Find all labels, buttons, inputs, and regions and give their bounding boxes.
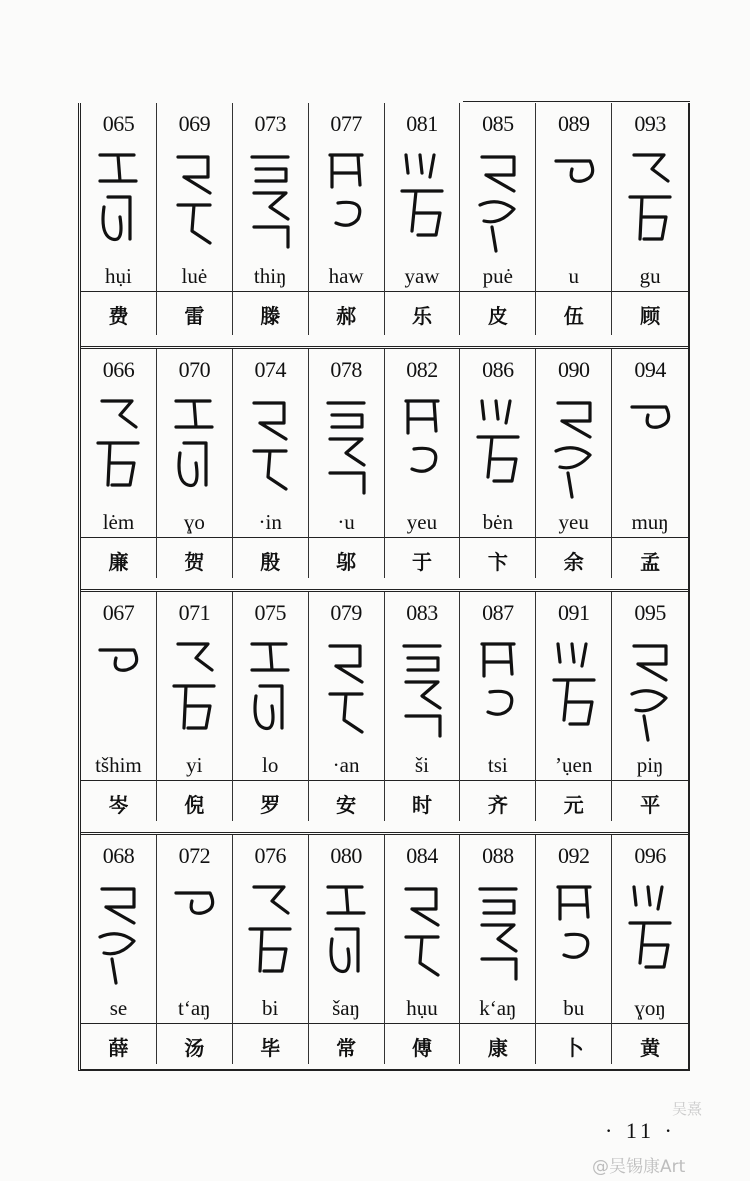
entry-number: 065 — [102, 111, 135, 136]
phags-pa-glyph — [242, 147, 298, 257]
chinese-surname: 傅 — [411, 1036, 432, 1060]
entry-number: 093 — [634, 111, 666, 136]
chinese-surname: 康 — [487, 1036, 508, 1060]
table-cell — [81, 103, 157, 335]
entry-number: 077 — [330, 111, 362, 136]
phags-pa-glyph — [470, 147, 526, 257]
table-cell — [385, 835, 461, 1064]
row-divider — [385, 780, 460, 781]
table-cell — [157, 835, 233, 1064]
table-cell — [309, 103, 385, 335]
chinese-surname: 郝 — [336, 304, 357, 328]
phags-pa-glyph — [470, 879, 526, 989]
chinese-surname: 余 — [563, 550, 584, 574]
chinese-surname: 齐 — [487, 793, 508, 817]
chinese-surname: 贺 — [184, 550, 205, 574]
phags-pa-surname-table — [78, 103, 690, 1071]
table-block — [81, 346, 688, 578]
entry-number: 081 — [406, 111, 438, 136]
romanization: haw — [328, 264, 364, 288]
watermark-bottom: @吴锡康Art — [592, 1157, 686, 1177]
table-cell — [81, 349, 157, 578]
row-divider — [536, 780, 611, 781]
romanization: bi — [262, 996, 279, 1020]
romanization: piŋ — [636, 753, 664, 777]
romanization: lo — [262, 753, 279, 777]
chinese-surname: 平 — [640, 793, 661, 817]
chinese-surname: 罗 — [260, 793, 281, 817]
chinese-surname: 皮 — [487, 304, 508, 328]
chinese-surname: 安 — [336, 793, 357, 817]
entry-number: 075 — [254, 600, 286, 625]
entry-number: 078 — [330, 357, 362, 382]
phags-pa-glyph — [166, 393, 222, 503]
romanization: šaŋ — [332, 996, 360, 1020]
romanization: yeu — [406, 510, 438, 534]
table-cell — [612, 349, 688, 578]
chinese-surname: 雷 — [184, 304, 205, 328]
row-divider — [385, 1023, 460, 1024]
romanization: u — [568, 264, 579, 288]
row-divider — [612, 1023, 688, 1024]
chinese-surname: 倪 — [184, 793, 205, 817]
phags-pa-glyph — [546, 879, 602, 989]
entry-number: 087 — [482, 600, 514, 625]
chinese-surname: 岑 — [108, 793, 129, 817]
romanization: ɣo — [183, 510, 205, 534]
phags-pa-glyph — [90, 147, 146, 257]
table-cell — [536, 592, 612, 821]
table-cell — [233, 349, 309, 578]
phags-pa-glyph — [318, 636, 374, 746]
table-cell — [309, 592, 385, 821]
entry-number: 074 — [254, 357, 286, 382]
phags-pa-glyph — [242, 879, 298, 989]
romanization: tšhim — [95, 753, 142, 777]
row-divider — [385, 537, 460, 538]
entry-number: 092 — [557, 843, 590, 868]
romanization: ·an — [332, 753, 360, 777]
phags-pa-glyph — [242, 393, 298, 503]
phags-pa-glyph — [546, 636, 602, 746]
phags-pa-glyph — [470, 393, 526, 503]
row-divider — [385, 291, 460, 292]
phags-pa-glyph — [318, 393, 374, 503]
table-cell — [612, 592, 688, 821]
romanization: thiŋ — [253, 264, 287, 288]
romanization: ɣoŋ — [634, 996, 666, 1020]
row-divider — [233, 291, 308, 292]
romanization: gu — [639, 264, 661, 288]
chinese-surname: 乐 — [411, 304, 432, 328]
romanization: yaw — [404, 264, 440, 288]
table-cell — [81, 592, 157, 821]
chinese-surname: 伍 — [563, 304, 584, 328]
romanization: kʻaŋ — [479, 996, 517, 1020]
entry-number: 071 — [178, 600, 211, 625]
entry-number: 082 — [406, 357, 438, 382]
table-cell — [157, 349, 233, 578]
table-cell — [612, 103, 688, 335]
row-divider — [157, 537, 232, 538]
romanization: luė — [181, 264, 208, 288]
entry-number: 086 — [482, 357, 514, 382]
row-divider — [81, 1023, 156, 1024]
table-cell — [385, 349, 461, 578]
entry-number: 080 — [330, 843, 362, 868]
romanization: bu — [563, 996, 585, 1020]
row-divider — [309, 780, 384, 781]
chinese-surname: 毕 — [260, 1036, 281, 1060]
row-divider — [81, 291, 156, 292]
romanization: ši — [414, 753, 429, 777]
phags-pa-glyph — [166, 147, 222, 257]
table-cell — [233, 103, 309, 335]
row-divider — [309, 537, 384, 538]
entry-number: 088 — [482, 843, 514, 868]
chinese-surname: 费 — [108, 304, 129, 328]
chinese-surname: 孟 — [640, 550, 661, 574]
entry-number: 090 — [557, 357, 590, 382]
entry-number: 068 — [102, 843, 135, 868]
row-divider — [81, 537, 156, 538]
romanization: ʼụen — [555, 753, 593, 777]
romanization: se — [109, 996, 128, 1020]
phags-pa-glyph — [318, 147, 374, 257]
romanization: ·in — [258, 510, 282, 534]
row-divider — [536, 537, 611, 538]
phags-pa-glyph — [166, 636, 222, 746]
phags-pa-glyph — [90, 636, 146, 746]
chinese-surname: 卞 — [487, 550, 508, 574]
table-cell — [612, 835, 688, 1064]
entry-number: 083 — [406, 600, 438, 625]
phags-pa-glyph — [394, 393, 450, 503]
table-cell — [309, 835, 385, 1064]
phags-pa-glyph — [166, 879, 222, 989]
entry-number: 089 — [557, 111, 590, 136]
row-divider — [233, 780, 308, 781]
romanization: lėm — [102, 510, 135, 534]
romanization: bėn — [482, 510, 513, 534]
row-divider — [157, 291, 232, 292]
chinese-surname: 元 — [563, 793, 584, 817]
chinese-surname: 常 — [336, 1036, 357, 1060]
romanization: yeu — [558, 510, 589, 534]
table-cell — [233, 835, 309, 1064]
entry-number: 076 — [254, 843, 286, 868]
entry-number: 067 — [102, 600, 135, 625]
row-divider — [81, 780, 156, 781]
table-cell — [233, 592, 309, 821]
romanization: muŋ — [631, 510, 669, 534]
entry-number: 066 — [102, 357, 135, 382]
phags-pa-glyph — [90, 393, 146, 503]
chinese-surname: 殷 — [260, 550, 281, 574]
romanization: hụi — [105, 264, 132, 288]
entry-number: 094 — [634, 357, 666, 382]
row-divider — [460, 537, 535, 538]
phags-pa-glyph — [622, 879, 678, 989]
table-cell — [81, 835, 157, 1064]
phags-pa-glyph — [242, 636, 298, 746]
entry-number: 096 — [634, 843, 666, 868]
row-divider — [309, 1023, 384, 1024]
romanization: puė — [482, 264, 513, 288]
chinese-surname: 薛 — [108, 1036, 129, 1060]
row-divider — [233, 1023, 308, 1024]
table-cell — [385, 592, 461, 821]
romanization: ·u — [337, 510, 355, 534]
chinese-surname: 滕 — [260, 304, 281, 328]
table-cell — [309, 349, 385, 578]
entry-number: 073 — [254, 111, 286, 136]
row-divider — [612, 537, 688, 538]
chinese-surname: 汤 — [184, 1036, 205, 1060]
table-cell — [460, 835, 536, 1064]
table-block — [81, 832, 688, 1064]
phags-pa-glyph — [318, 879, 374, 989]
entry-number: 085 — [482, 111, 514, 136]
table-cell — [536, 349, 612, 578]
table-cell — [157, 592, 233, 821]
phags-pa-glyph — [622, 636, 678, 746]
entry-number: 084 — [406, 843, 438, 868]
phags-pa-glyph — [470, 636, 526, 746]
entry-number: 095 — [634, 600, 666, 625]
row-divider — [309, 291, 384, 292]
chinese-surname: 廉 — [108, 550, 129, 574]
row-divider — [460, 780, 535, 781]
chinese-surname: 卜 — [563, 1036, 584, 1060]
row-divider — [612, 291, 688, 292]
watermark-top: 吴熹 — [672, 1100, 703, 1118]
row-divider — [157, 780, 232, 781]
table-block — [81, 103, 688, 335]
chinese-surname: 顾 — [640, 304, 661, 328]
chinese-surname: 时 — [411, 793, 432, 817]
phags-pa-glyph — [394, 879, 450, 989]
table-cell — [460, 349, 536, 578]
entry-number: 069 — [178, 111, 211, 136]
table-cell — [536, 103, 612, 335]
chinese-surname: 于 — [411, 550, 432, 574]
table-cell — [460, 592, 536, 821]
phags-pa-glyph — [394, 636, 450, 746]
row-divider — [233, 537, 308, 538]
table-cell — [157, 103, 233, 335]
romanization: hụu — [406, 996, 438, 1020]
row-divider — [536, 291, 611, 292]
phags-pa-glyph — [394, 147, 450, 257]
row-divider — [460, 291, 535, 292]
chinese-surname: 邬 — [336, 550, 357, 574]
entry-number: 079 — [330, 600, 362, 625]
table-block — [81, 589, 688, 821]
entry-number: 070 — [178, 357, 211, 382]
row-divider — [536, 1023, 611, 1024]
romanization: tsi — [487, 753, 508, 777]
table-cell — [536, 835, 612, 1064]
chinese-surname: 黄 — [640, 1036, 661, 1060]
row-divider — [157, 1023, 232, 1024]
row-divider — [460, 1023, 535, 1024]
phags-pa-glyph — [546, 147, 602, 257]
romanization: yi — [186, 753, 203, 777]
entry-number: 091 — [557, 600, 590, 625]
phags-pa-glyph — [546, 393, 602, 503]
romanization: tʻaŋ — [178, 996, 211, 1020]
phags-pa-glyph — [622, 393, 678, 503]
entry-number: 072 — [178, 843, 211, 868]
phags-pa-glyph — [622, 147, 678, 257]
phags-pa-glyph — [90, 879, 146, 989]
table-cell — [460, 103, 536, 335]
row-divider — [612, 780, 688, 781]
page-number: · 11 · — [605, 1118, 676, 1143]
table-cell — [385, 103, 461, 335]
